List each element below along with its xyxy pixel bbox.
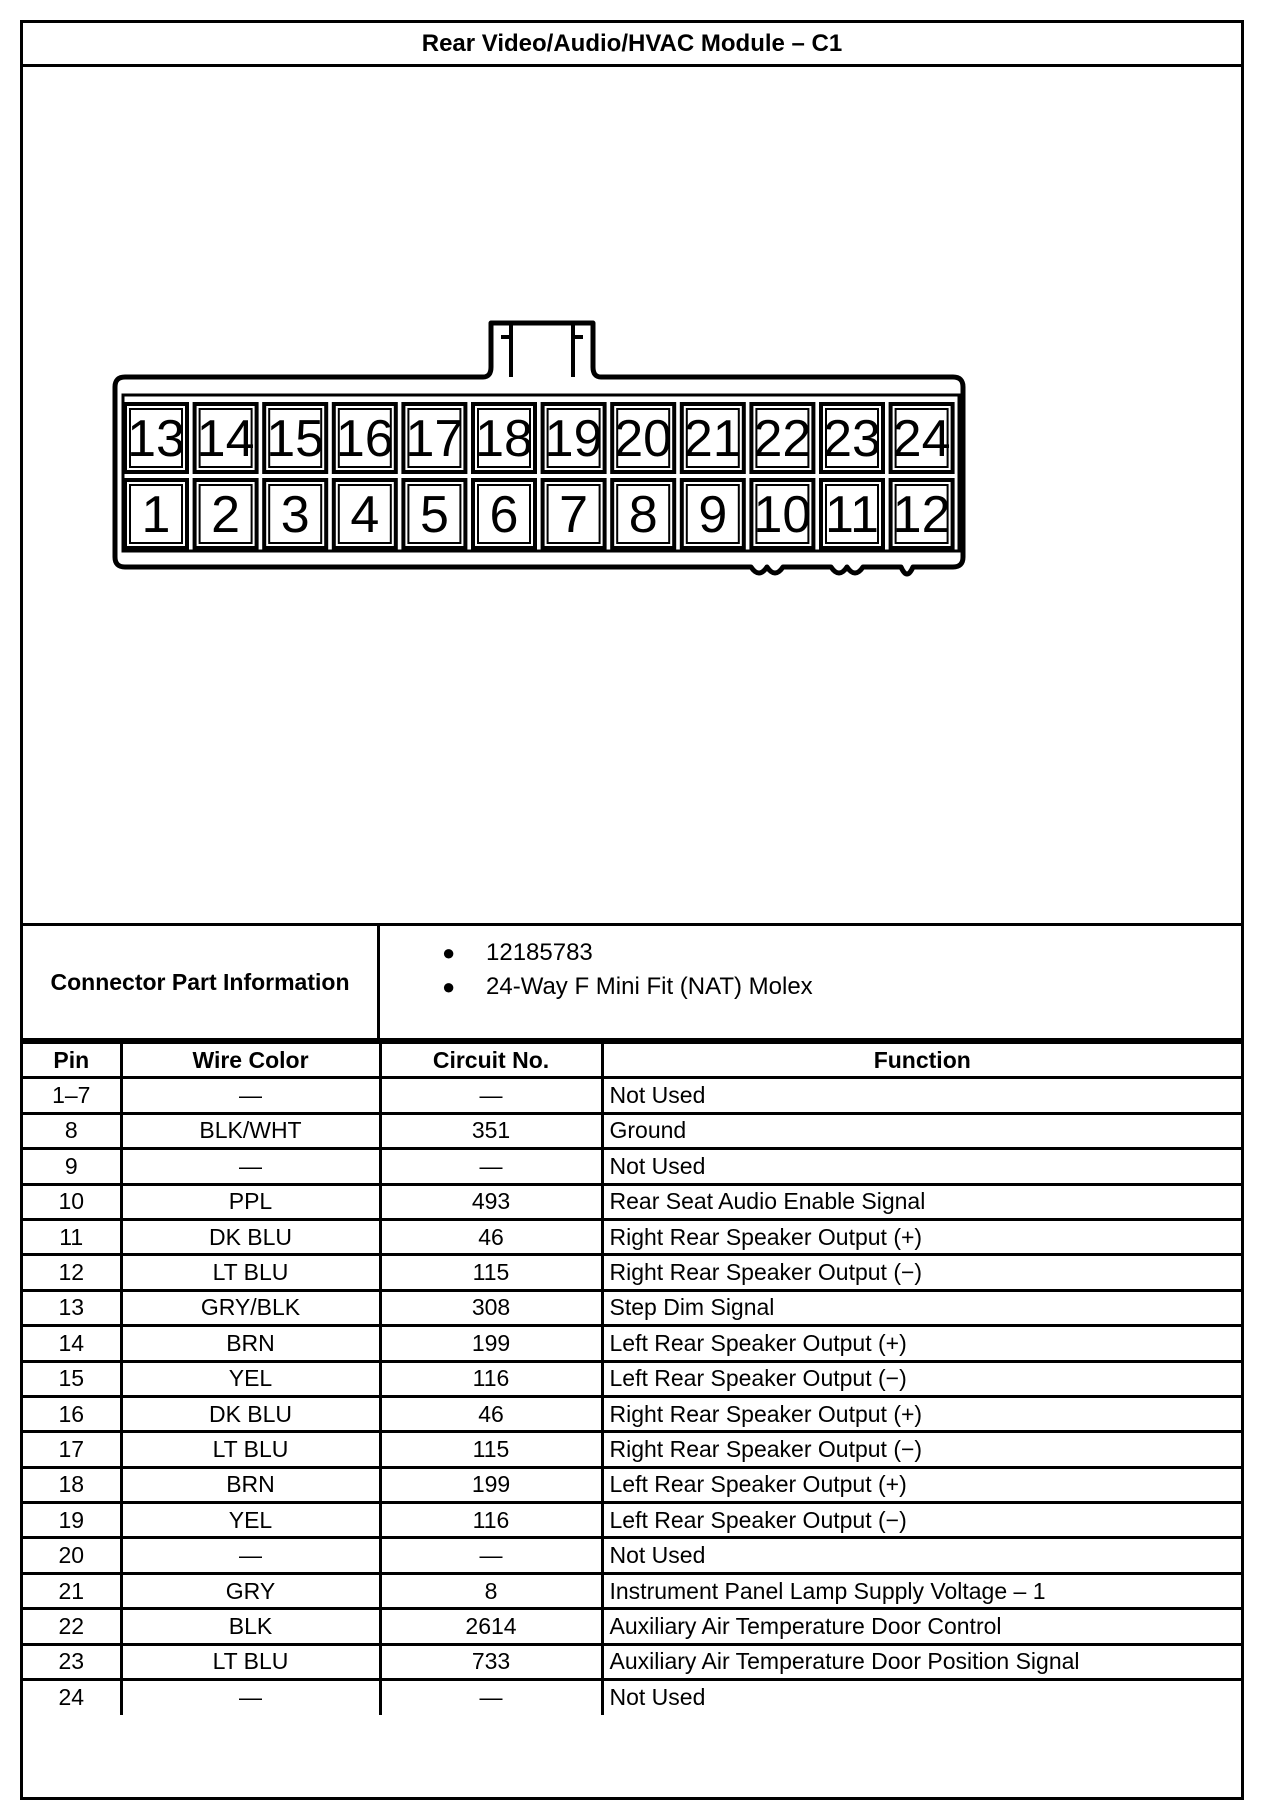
function-cell: Right Rear Speaker Output (+) xyxy=(602,1396,1241,1431)
connector-face-drawing xyxy=(23,67,1241,923)
circuit-no-cell: — xyxy=(380,1538,602,1573)
wire-color-cell: LT BLU xyxy=(121,1255,380,1290)
pinout-table xyxy=(23,1041,1241,1715)
cavity-number-label: 23 xyxy=(823,410,881,468)
table-row xyxy=(23,1609,1241,1644)
header-function: Function xyxy=(602,1043,1241,1078)
wire-color-cell: DK BLU xyxy=(121,1396,380,1431)
circuit-no-cell: 2614 xyxy=(380,1609,602,1644)
table-row xyxy=(23,1326,1241,1361)
function-cell: Left Rear Speaker Output (−) xyxy=(602,1503,1241,1538)
pin-cell: 21 xyxy=(23,1573,121,1608)
bullet-icon: ● xyxy=(442,974,456,999)
wire-color-cell: BRN xyxy=(121,1467,380,1502)
connector-sheet xyxy=(20,20,1244,1800)
function-cell: Left Rear Speaker Output (+) xyxy=(602,1326,1241,1361)
pin-cell: 11 xyxy=(23,1219,121,1254)
function-cell: Not Used xyxy=(602,1538,1241,1573)
function-cell: Not Used xyxy=(602,1149,1241,1184)
cavity-number-label: 9 xyxy=(698,486,728,544)
wire-color-cell: BRN xyxy=(121,1326,380,1361)
pin-cell: 16 xyxy=(23,1396,121,1431)
table-row xyxy=(23,1255,1241,1290)
page-title: Rear Video/Audio/HVAC Module – C1 xyxy=(23,23,1241,67)
wire-color-cell: BLK/WHT xyxy=(121,1113,380,1148)
function-cell: Auxiliary Air Temperature Door Position Signal xyxy=(602,1644,1241,1679)
circuit-no-cell: 733 xyxy=(380,1644,602,1679)
wire-color-cell: GRY xyxy=(121,1573,380,1608)
pin-cell: 15 xyxy=(23,1361,121,1396)
cavity-number-label: 20 xyxy=(614,410,673,468)
cavity-number-label: 8 xyxy=(628,486,658,544)
pin-cell: 13 xyxy=(23,1290,121,1325)
function-cell: Not Used xyxy=(602,1680,1241,1715)
circuit-no-cell: 116 xyxy=(380,1503,602,1538)
circuit-no-cell: 351 xyxy=(380,1113,602,1148)
table-row xyxy=(23,1290,1241,1325)
table-row xyxy=(23,1078,1241,1113)
cavity-number-label: 3 xyxy=(280,486,310,544)
table-row xyxy=(23,1149,1241,1184)
function-cell: Instrument Panel Lamp Supply Voltage – 1 xyxy=(602,1573,1241,1608)
table-row xyxy=(23,1467,1241,1502)
part-info-list xyxy=(380,936,813,1004)
part-info-label: Connector Part Information xyxy=(23,926,380,1038)
cavity-number-label: 12 xyxy=(892,486,951,544)
connector-part-information xyxy=(23,923,1241,1041)
circuit-no-cell: — xyxy=(380,1149,602,1184)
cavity-number-label: 21 xyxy=(683,410,742,468)
wire-color-cell: — xyxy=(121,1538,380,1573)
pin-cell: 24 xyxy=(23,1680,121,1715)
pin-cell: 12 xyxy=(23,1255,121,1290)
pin-cell: 19 xyxy=(23,1503,121,1538)
cavity-number-label: 14 xyxy=(196,410,255,468)
pin-cell: 23 xyxy=(23,1644,121,1679)
circuit-no-cell: — xyxy=(380,1078,602,1113)
part-info-item: ● 12185783 xyxy=(380,936,813,970)
wire-color-cell: — xyxy=(121,1078,380,1113)
wire-color-cell: LT BLU xyxy=(121,1432,380,1467)
circuit-no-cell: 46 xyxy=(380,1396,602,1431)
circuit-no-cell: 199 xyxy=(380,1467,602,1502)
table-row xyxy=(23,1538,1241,1573)
cavity-number-label: 22 xyxy=(753,410,812,468)
function-cell: Not Used xyxy=(602,1078,1241,1113)
function-cell: Left Rear Speaker Output (+) xyxy=(602,1467,1241,1502)
table-row xyxy=(23,1573,1241,1608)
pin-cell: 8 xyxy=(23,1113,121,1148)
pin-cell: 1–7 xyxy=(23,1078,121,1113)
pin-cell: 14 xyxy=(23,1326,121,1361)
wire-color-cell: GRY/BLK xyxy=(121,1290,380,1325)
wire-color-cell: BLK xyxy=(121,1609,380,1644)
wire-color-cell: YEL xyxy=(121,1361,380,1396)
latch-tab xyxy=(501,323,583,377)
wire-color-cell: DK BLU xyxy=(121,1219,380,1254)
cavity-number-label: 16 xyxy=(335,410,394,468)
circuit-no-cell: 115 xyxy=(380,1432,602,1467)
pin-cell: 18 xyxy=(23,1467,121,1502)
part-info-item: ● 24-Way F Mini Fit (NAT) Molex xyxy=(380,970,813,1004)
circuit-no-cell: 308 xyxy=(380,1290,602,1325)
bullet-icon: ● xyxy=(442,940,456,965)
circuit-no-cell: 8 xyxy=(380,1573,602,1608)
cavity-number-label: 11 xyxy=(825,486,879,544)
cavity-number-label: 15 xyxy=(266,410,325,468)
function-cell: Step Dim Signal xyxy=(602,1290,1241,1325)
circuit-no-cell: — xyxy=(380,1680,602,1715)
cavity-number-label: 24 xyxy=(892,410,951,468)
table-row xyxy=(23,1680,1241,1715)
circuit-no-cell: 199 xyxy=(380,1326,602,1361)
pin-cell: 10 xyxy=(23,1184,121,1219)
table-row xyxy=(23,1396,1241,1431)
table-row xyxy=(23,1219,1241,1254)
pin-cell: 22 xyxy=(23,1609,121,1644)
cavity-number-label: 2 xyxy=(211,486,241,544)
table-row xyxy=(23,1361,1241,1396)
cavity-number-label: 18 xyxy=(475,410,533,468)
pin-cell: 17 xyxy=(23,1432,121,1467)
wire-color-cell: — xyxy=(121,1680,380,1715)
wire-color-cell: LT BLU xyxy=(121,1644,380,1679)
cavity-number-label: 7 xyxy=(559,486,589,544)
table-row xyxy=(23,1432,1241,1467)
function-cell: Ground xyxy=(602,1113,1241,1148)
cavity-number-label: 4 xyxy=(350,486,380,544)
function-cell: Right Rear Speaker Output (−) xyxy=(602,1255,1241,1290)
circuit-no-cell: 115 xyxy=(380,1255,602,1290)
cavity-number-label: 1 xyxy=(141,486,171,544)
pin-cell: 20 xyxy=(23,1538,121,1573)
function-cell: Left Rear Speaker Output (−) xyxy=(602,1361,1241,1396)
cavity-number-label: 19 xyxy=(544,410,603,468)
function-cell: Rear Seat Audio Enable Signal xyxy=(602,1184,1241,1219)
wire-color-cell: — xyxy=(121,1149,380,1184)
header-pin: Pin xyxy=(23,1043,121,1078)
function-cell: Right Rear Speaker Output (−) xyxy=(602,1432,1241,1467)
cavity-number-label: 17 xyxy=(405,410,464,468)
header-wire-color: Wire Color xyxy=(121,1043,380,1078)
function-cell: Auxiliary Air Temperature Door Control xyxy=(602,1609,1241,1644)
table-row xyxy=(23,1503,1241,1538)
header-circuit-no: Circuit No. xyxy=(380,1043,602,1078)
wire-color-cell: YEL xyxy=(121,1503,380,1538)
table-row xyxy=(23,1644,1241,1679)
table-row xyxy=(23,1184,1241,1219)
wire-color-cell: PPL xyxy=(121,1184,380,1219)
cavity-number-label: 10 xyxy=(753,486,812,544)
table-header-row xyxy=(23,1043,1241,1078)
circuit-no-cell: 46 xyxy=(380,1219,602,1254)
cavity-number-label: 13 xyxy=(127,410,185,468)
function-cell: Right Rear Speaker Output (+) xyxy=(602,1219,1241,1254)
connector-diagram xyxy=(23,67,1241,923)
table-row xyxy=(23,1113,1241,1148)
circuit-no-cell: 116 xyxy=(380,1361,602,1396)
cavity-number-label: 6 xyxy=(489,486,519,544)
circuit-no-cell: 493 xyxy=(380,1184,602,1219)
pin-cell: 9 xyxy=(23,1149,121,1184)
cavity-number-label: 5 xyxy=(419,486,449,544)
